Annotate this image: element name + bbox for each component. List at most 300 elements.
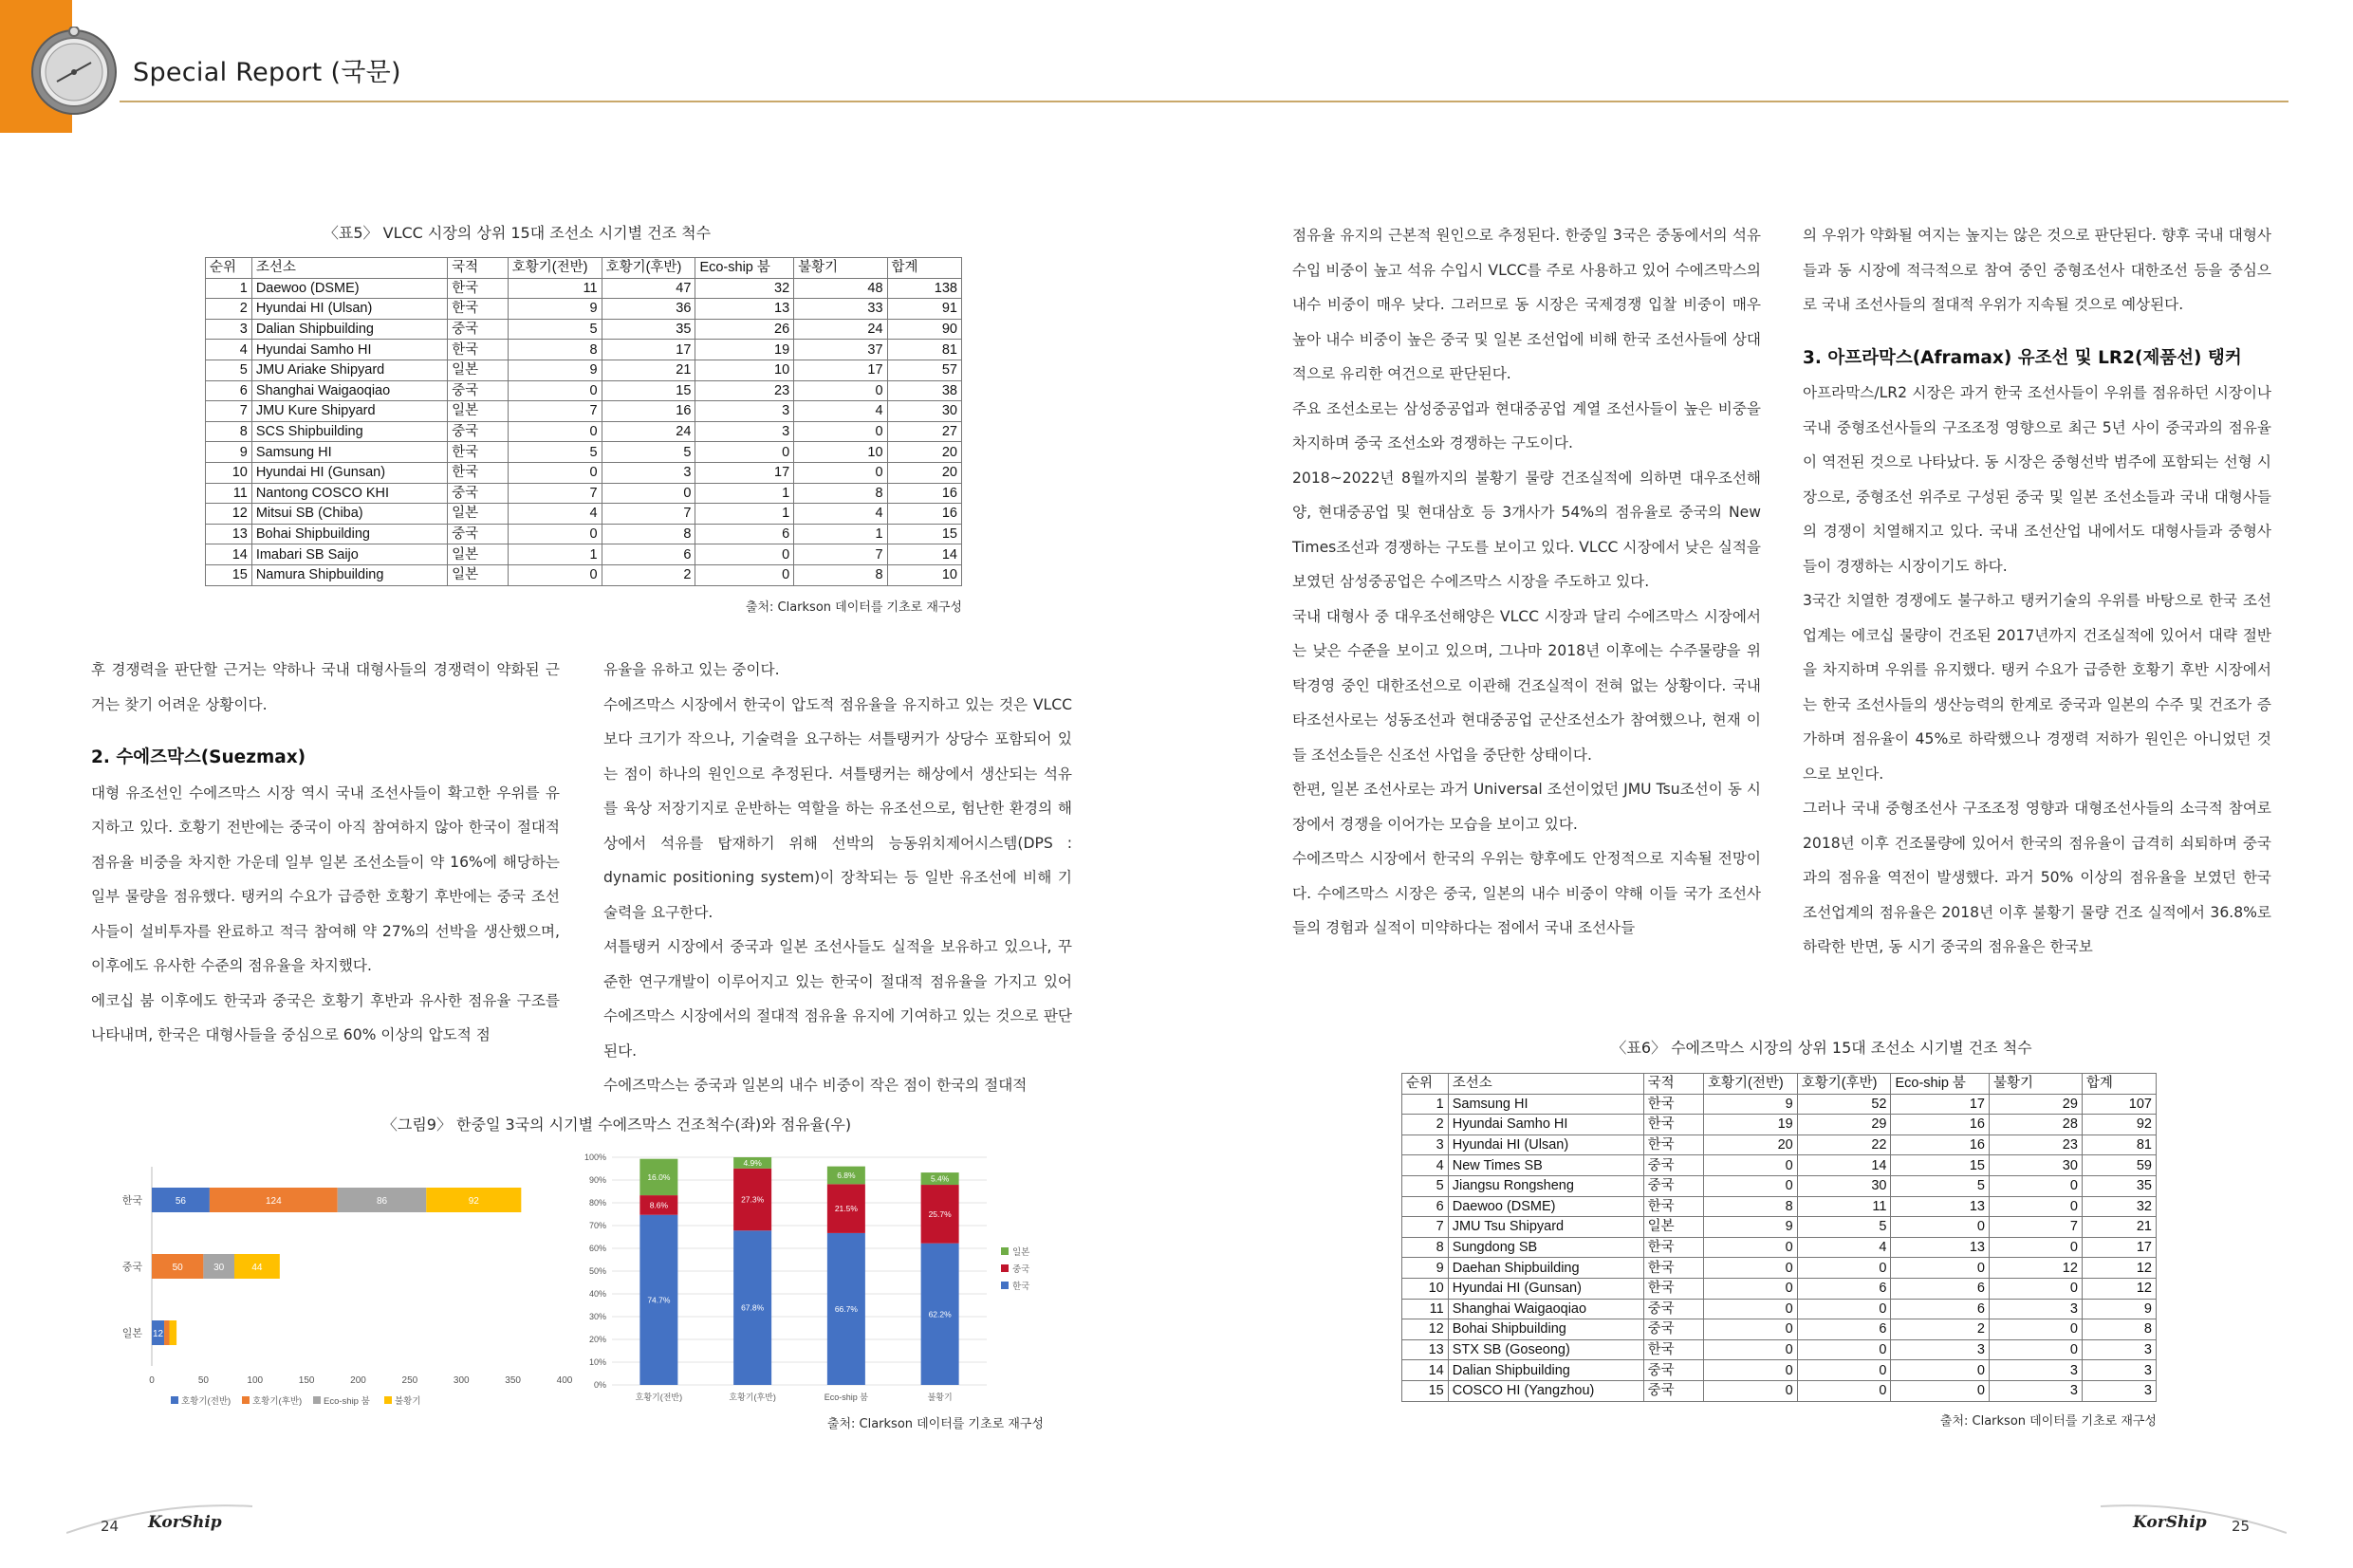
table-cell: 14 bbox=[1402, 1360, 1449, 1381]
table-cell: 10 bbox=[695, 360, 794, 380]
x-tick-label: 50 bbox=[197, 1375, 209, 1386]
table-header-cell: 불황기 bbox=[1990, 1074, 2083, 1095]
bar-segment bbox=[169, 1320, 176, 1345]
table-cell: 37 bbox=[794, 340, 887, 360]
bar-data-label: 5.4% bbox=[930, 1173, 950, 1184]
x-tick-label: 350 bbox=[505, 1375, 521, 1386]
table-cell: 29 bbox=[1990, 1094, 2083, 1115]
table-cell: 13 bbox=[1402, 1339, 1449, 1360]
table-cell: JMU Tsu Shipyard bbox=[1448, 1217, 1643, 1238]
table-header-cell: 국적 bbox=[1643, 1074, 1703, 1095]
bar-data-label: 74.7% bbox=[647, 1295, 671, 1305]
bar-data-label: 50 bbox=[172, 1263, 183, 1273]
table-cell: 9 bbox=[508, 360, 602, 380]
bar-data-label: 44 bbox=[251, 1263, 263, 1273]
table-cell: 12 bbox=[2082, 1278, 2156, 1299]
bar-data-label: 21.5% bbox=[834, 1204, 858, 1214]
table-cell: 7 bbox=[508, 483, 602, 504]
table-cell: 0 bbox=[1990, 1196, 2083, 1217]
table-cell: 3 bbox=[695, 401, 794, 422]
table-cell: 90 bbox=[887, 319, 961, 340]
table6 bbox=[1401, 1073, 2157, 1402]
table-cell: 9 bbox=[206, 442, 252, 463]
bar-data-label: 16.0% bbox=[647, 1171, 671, 1182]
section-heading-suezmax: 2. 수에즈막스(Suezmax) bbox=[91, 747, 306, 767]
legend-swatch bbox=[171, 1396, 178, 1404]
table-cell: 11 bbox=[1402, 1299, 1449, 1319]
table-row bbox=[206, 524, 962, 544]
table-cell: 23 bbox=[1990, 1134, 2083, 1155]
table-cell: 0 bbox=[1703, 1339, 1797, 1360]
table-cell: 20 bbox=[1703, 1134, 1797, 1155]
table-header-cell: 호황기(후반) bbox=[602, 258, 695, 279]
x-tick-label: 호황기(전반) bbox=[635, 1393, 683, 1402]
table-cell: 한국 bbox=[1643, 1115, 1703, 1135]
legend-label: 호황기(전반) bbox=[181, 1396, 232, 1407]
table-cell: 20 bbox=[887, 462, 961, 483]
table-cell: 4 bbox=[508, 504, 602, 525]
table-cell: 10 bbox=[1402, 1278, 1449, 1299]
table-cell: 0 bbox=[794, 421, 887, 442]
table-cell: 9 bbox=[1703, 1094, 1797, 1115]
table-header-cell: 조선소 bbox=[251, 258, 447, 279]
table-cell: 3 bbox=[602, 462, 695, 483]
table-row bbox=[1402, 1175, 2157, 1196]
table-cell: 7 bbox=[1402, 1217, 1449, 1238]
table-cell: 14 bbox=[206, 544, 252, 565]
table-cell: 1 bbox=[1402, 1094, 1449, 1115]
paragraph: 셔틀탱커 시장에서 중국과 일본 조선사들도 실적을 보유하고 있으나, 꾸준한 연구개발이 이루어지고 있는 한국이 절대적 점유율을 가지고 있어 수에즈막스 시장에서의 절대적 점유율 유지에 기여하고 있는 것으로 판단된다. bbox=[603, 938, 1072, 1060]
table-cell: 35 bbox=[602, 319, 695, 340]
table-cell: 6 bbox=[1891, 1278, 1990, 1299]
category-label: 일본 bbox=[121, 1328, 142, 1339]
header-rule bbox=[120, 101, 2288, 102]
table-header-cell: 합계 bbox=[887, 258, 961, 279]
paragraph: 대형 유조선인 수에즈막스 시장 역시 국내 조선사들이 확고한 우위를 유지하고 있다. 호황기 전반에는 중국이 아직 참여하지 않아 한국이 절대적 점유율 비중을 차지한 가운데 일부 일본 조선소들이 약 16%에 해당하는 일부 물량을 점유했다. 탱커의 수요가 급증한 호황기 후반에는 중국 조선사들이 설비투자를 완료하고 적극 참여해 약 27%의 선박을 생산했으며, 이후에도 유사한 수준의 점유율을 차지했다. bbox=[91, 784, 560, 974]
table-cell: Hyundai Samho HI bbox=[1448, 1115, 1643, 1135]
column-1 bbox=[91, 653, 560, 1053]
table-header-cell: 순위 bbox=[1402, 1074, 1449, 1095]
table-cell: 8 bbox=[2082, 1319, 2156, 1340]
table-cell: 2 bbox=[602, 564, 695, 585]
table-row bbox=[1402, 1319, 2157, 1340]
table-cell: Hyundai HI (Gunsan) bbox=[1448, 1278, 1643, 1299]
table-cell: 36 bbox=[602, 299, 695, 320]
paragraph: 유율을 유하고 있는 중이다. bbox=[603, 661, 780, 678]
table-cell: 3 bbox=[695, 421, 794, 442]
table-cell: 10 bbox=[794, 442, 887, 463]
table-cell: 일본 bbox=[448, 504, 509, 525]
table-cell: 0 bbox=[1797, 1380, 1891, 1401]
table-cell: 0 bbox=[1891, 1380, 1990, 1401]
legend-label: 호황기(후반) bbox=[252, 1396, 303, 1407]
table-cell: 10 bbox=[887, 564, 961, 585]
table-cell: 한국 bbox=[1643, 1094, 1703, 1115]
paragraph: 후 경쟁력을 판단할 근거는 약하나 국내 대형사들의 경쟁력이 약화된 근거는 찾기 어려운 상황이다. bbox=[91, 661, 560, 713]
page-number-left: 24 bbox=[101, 1518, 120, 1535]
table-cell: 1 bbox=[206, 278, 252, 299]
table-row bbox=[206, 504, 962, 525]
table-cell: 0 bbox=[1703, 1258, 1797, 1279]
table-cell: 3 bbox=[1990, 1380, 2083, 1401]
table-cell: 8 bbox=[794, 483, 887, 504]
table-cell: 0 bbox=[508, 524, 602, 544]
table-cell: 15 bbox=[1402, 1380, 1449, 1401]
table-cell: 5 bbox=[1797, 1217, 1891, 1238]
legend-label: 불황기 bbox=[395, 1396, 421, 1407]
bar-data-label: 56 bbox=[175, 1196, 187, 1207]
x-tick-label: 200 bbox=[350, 1375, 366, 1386]
y-tick-label: 70% bbox=[588, 1221, 606, 1230]
y-tick-label: 60% bbox=[588, 1244, 606, 1253]
table-cell: 16 bbox=[887, 483, 961, 504]
table-cell: 17 bbox=[695, 462, 794, 483]
table-cell: 92 bbox=[2082, 1115, 2156, 1135]
table-cell: Daewoo (DSME) bbox=[251, 278, 447, 299]
table-row bbox=[206, 401, 962, 422]
table-cell: 6 bbox=[695, 524, 794, 544]
legend-swatch bbox=[242, 1396, 250, 1404]
paragraph: 국내 대형사 중 대우조선해양은 VLCC 시장과 달리 수에즈막스 시장에서는 낮은 수준을 보이고 있으며, 그나마 2018년 이후에는 수주물량을 위탁경영 중인 대한조선으로 이관해 건조실적이 전혀 없는 상황이다. 국내 타조선사로는 성동조선과 현대중공업 군산조선소가 참여했으나, 현재 이들 조선소들은 신조선 사업을 중단한 상태이다. bbox=[1292, 607, 1761, 764]
paragraph: 의 우위가 약화될 여지는 높지는 않은 것으로 판단된다. 향후 국내 대형사들과 동 시장에 적극적으로 참여 중인 중형조선사 대한조선 등을 중심으로 국내 조선사들의 절대적 우위가 지속될 것으로 예상된다. bbox=[1803, 227, 2271, 313]
table-cell: Hyundai Samho HI bbox=[251, 340, 447, 360]
section-heading-aframax: 3. 아프라막스(Aframax) 유조선 및 LR2(제품선) 탱커 bbox=[1803, 347, 2242, 368]
table-cell: Samsung HI bbox=[251, 442, 447, 463]
paragraph: 주요 조선소로는 삼성중공업과 현대중공업 계열 조선사들이 높은 비중을 차지하며 중국 조선소와 경쟁하는 구도이다. bbox=[1292, 399, 1761, 452]
table-row bbox=[206, 544, 962, 565]
table-cell: 91 bbox=[887, 299, 961, 320]
table-cell: 중국 bbox=[1643, 1319, 1703, 1340]
table-row bbox=[1402, 1360, 2157, 1381]
table-cell: 14 bbox=[1797, 1155, 1891, 1176]
table-cell: 3 bbox=[2082, 1360, 2156, 1381]
table-row bbox=[206, 483, 962, 504]
table-cell: 한국 bbox=[1643, 1278, 1703, 1299]
y-tick-label: 40% bbox=[588, 1289, 606, 1299]
x-tick-label: 100 bbox=[247, 1375, 264, 1386]
table-header-cell: 순위 bbox=[206, 258, 252, 279]
y-tick-label: 80% bbox=[588, 1198, 606, 1208]
table-header-cell: Eco-ship 붐 bbox=[695, 258, 794, 279]
paragraph: 수에즈막스 시장에서 한국이 압도적 점유율을 유지하고 있는 것은 VLCC보다 크기가 작으나, 기술력을 요구하는 셔틀탱커가 상당수 포함되어 있는 점이 하나의 원인으로 추정된다. 셔틀탱커는 해상에서 생산되는 석유를 육상 저장기지로 운반하는 역할을 하는 유조선으로, 험난한 환경의 해상에서 석유를 탑재하기 위해 선박의 능동위치제어시스템(DPS : dynamic positioning system)이 장착되는 등 일반 유조선에 비해 기술력을 요구한다. bbox=[603, 695, 1072, 921]
bar-data-label: 62.2% bbox=[928, 1309, 952, 1319]
table-cell: 16 bbox=[1891, 1115, 1990, 1135]
table-row bbox=[1402, 1094, 2157, 1115]
bar-data-label: 4.9% bbox=[743, 1157, 762, 1168]
x-tick-label: 400 bbox=[556, 1375, 573, 1386]
legend-swatch bbox=[384, 1396, 392, 1404]
table-cell: 13 bbox=[206, 524, 252, 544]
category-label: 중국 bbox=[121, 1262, 142, 1273]
table-cell: 4 bbox=[794, 504, 887, 525]
table-cell: 0 bbox=[1703, 1175, 1797, 1196]
table-cell: 11 bbox=[1797, 1196, 1891, 1217]
table-cell: 0 bbox=[1797, 1299, 1891, 1319]
x-tick-label: 0 bbox=[149, 1375, 155, 1386]
table-cell: 5 bbox=[602, 442, 695, 463]
paragraph: 수에즈막스 시장에서 한국의 우위는 향후에도 안정적으로 지속될 전망이다. 수에즈막스 시장은 중국, 일본의 내수 비중이 약해 이들 국가 조선사들의 경험과 실적이 미약하다는 점에서 국내 조선사들 bbox=[1292, 850, 1761, 936]
table-cell: Hyundai HI (Ulsan) bbox=[1448, 1134, 1643, 1155]
paragraph: 수에즈막스는 중국과 일본의 내수 비중이 작은 점이 한국의 절대적 bbox=[603, 1077, 1028, 1094]
category-label: 한국 bbox=[121, 1195, 142, 1207]
paragraph: 2018~2022년 8월까지의 불황기 물량 건조실적에 의하면 대우조선해양, 현대중공업 및 현대삼호 등 3개사가 54%의 점유율로 중국의 New Times조선과 경쟁하는 구도를 보이고 있다. VLCC 시장에서 낮은 실적을 보였던 삼성중공업은 수에즈막스 시장을 주도하고 있다. bbox=[1292, 469, 1761, 590]
y-tick-label: 30% bbox=[588, 1312, 606, 1321]
table-cell: 중국 bbox=[1643, 1155, 1703, 1176]
table-cell: 28 bbox=[1990, 1115, 2083, 1135]
paragraph: 그러나 국내 중형조선사 구조조정 영향과 대형조선사들의 소극적 참여로 2018년 이후 건조물량에 있어서 한국의 점유율이 급격히 쇠퇴하며 중국과의 점유율 역전이 발생했다. 과거 50% 이상의 점유율을 보였던 한국 조선업계의 점유율은 2018년 이후 불황기 물량 건조 실적에서 36.8%로 하락한 반면, 동 시기 중국의 점유율은 한국보 bbox=[1803, 800, 2271, 955]
table-row bbox=[1402, 1115, 2157, 1135]
korship-logo-left: KorShip bbox=[148, 1513, 222, 1532]
table-cell: 35 bbox=[2082, 1175, 2156, 1196]
table-cell: COSCO HI (Yangzhou) bbox=[1448, 1380, 1643, 1401]
paragraph: 한편, 일본 조선사로는 과거 Universal 조선이었던 JMU Tsu조선이 동 시장에서 경쟁을 이어가는 모습을 보이고 있다. bbox=[1292, 781, 1761, 833]
table-cell: 47 bbox=[602, 278, 695, 299]
table-cell: 30 bbox=[1797, 1175, 1891, 1196]
table-cell: 22 bbox=[1797, 1134, 1891, 1155]
table-cell: 38 bbox=[887, 380, 961, 401]
table-cell: 8 bbox=[1402, 1237, 1449, 1258]
table-cell: 17 bbox=[2082, 1237, 2156, 1258]
table-row bbox=[206, 462, 962, 483]
table-cell: 5 bbox=[206, 360, 252, 380]
table-header-cell: 국적 bbox=[448, 258, 509, 279]
table-cell: 3 bbox=[2082, 1339, 2156, 1360]
table-cell: 4 bbox=[1797, 1237, 1891, 1258]
table-cell: 13 bbox=[1891, 1237, 1990, 1258]
table-cell: 15 bbox=[206, 564, 252, 585]
table-cell: 일본 bbox=[448, 360, 509, 380]
table-header-cell: 호황기(전반) bbox=[508, 258, 602, 279]
table-row bbox=[1402, 1237, 2157, 1258]
table-cell: 12 bbox=[1402, 1319, 1449, 1340]
table-cell: Dalian Shipbuilding bbox=[1448, 1360, 1643, 1381]
legend-swatch bbox=[1001, 1264, 1009, 1272]
table-row bbox=[206, 278, 962, 299]
legend-label: Eco-ship 붐 bbox=[324, 1396, 370, 1407]
column-3 bbox=[1292, 218, 1761, 946]
table-cell: 21 bbox=[2082, 1217, 2156, 1238]
korship-logo-right: KorShip bbox=[2133, 1513, 2207, 1532]
table5-source: 출처: Clarkson 데이터를 기초로 재구성 bbox=[745, 600, 962, 615]
table6-caption: 〈표6〉 수에즈막스 시장의 상위 15대 조선소 시기별 건조 척수 bbox=[1611, 1039, 2032, 1057]
table-cell: 16 bbox=[887, 504, 961, 525]
table-cell: 한국 bbox=[1643, 1196, 1703, 1217]
table-cell: 0 bbox=[1703, 1380, 1797, 1401]
table-cell: 57 bbox=[887, 360, 961, 380]
table-cell: 12 bbox=[206, 504, 252, 525]
table5-caption: 〈표5〉 VLCC 시장의 상위 15대 조선소 시기별 건조 척수 bbox=[323, 224, 712, 242]
table-cell: 0 bbox=[1990, 1237, 2083, 1258]
suezmax-count-chart bbox=[95, 1148, 588, 1423]
table-header-cell: 조선소 bbox=[1448, 1074, 1643, 1095]
bar-data-label: 92 bbox=[468, 1196, 479, 1207]
table-row bbox=[1402, 1196, 2157, 1217]
table-cell: Daewoo (DSME) bbox=[1448, 1196, 1643, 1217]
table-cell: Bohai Shipbuilding bbox=[251, 524, 447, 544]
table-header-cell: 합계 bbox=[2082, 1074, 2156, 1095]
table-cell: 0 bbox=[508, 380, 602, 401]
table-cell: 7 bbox=[1990, 1217, 2083, 1238]
table-cell: 5 bbox=[508, 442, 602, 463]
table-cell: 32 bbox=[695, 278, 794, 299]
table-cell: Sungdong SB bbox=[1448, 1237, 1643, 1258]
table-cell: 15 bbox=[1891, 1155, 1990, 1176]
bar-data-label: 67.8% bbox=[741, 1302, 765, 1313]
legend-label: 한국 bbox=[1012, 1282, 1030, 1292]
bar-data-label: 8.6% bbox=[649, 1200, 669, 1210]
table-cell: 0 bbox=[695, 544, 794, 565]
table-cell: 13 bbox=[1891, 1196, 1990, 1217]
table-cell: 일본 bbox=[448, 401, 509, 422]
paragraph: 에코십 붐 이후에도 한국과 중국은 호황기 후반과 유사한 점유율 구조를 나타내며, 한국은 대형사들을 중심으로 60% 이상의 압도적 점 bbox=[91, 991, 560, 1043]
table-cell: 17 bbox=[794, 360, 887, 380]
table-row bbox=[206, 442, 962, 463]
table-cell: 한국 bbox=[1643, 1339, 1703, 1360]
table-cell: 8 bbox=[794, 564, 887, 585]
x-tick-label: Eco-ship 붐 bbox=[824, 1393, 868, 1402]
legend-label: 일본 bbox=[1012, 1247, 1030, 1258]
table-cell: 0 bbox=[1703, 1278, 1797, 1299]
table-header-cell: 불황기 bbox=[794, 258, 887, 279]
table-cell: 3 bbox=[1891, 1339, 1990, 1360]
x-tick-label: 불황기 bbox=[927, 1393, 953, 1402]
table-cell: JMU Ariake Shipyard bbox=[251, 360, 447, 380]
table-cell: STX SB (Goseong) bbox=[1448, 1339, 1643, 1360]
table-cell: 0 bbox=[794, 380, 887, 401]
figure9-source: 출처: Clarkson 데이터를 기초로 재구성 bbox=[826, 1417, 1044, 1431]
column-4 bbox=[1803, 218, 2271, 965]
suezmax-share-chart bbox=[569, 1148, 1063, 1423]
table-cell: 26 bbox=[695, 319, 794, 340]
table-cell: 중국 bbox=[448, 380, 509, 401]
column-2 bbox=[603, 653, 1072, 1103]
table-cell: 한국 bbox=[1643, 1237, 1703, 1258]
bar-data-label: 124 bbox=[265, 1196, 282, 1207]
table-cell: 0 bbox=[602, 483, 695, 504]
bar-data-label: 6.8% bbox=[837, 1170, 856, 1180]
table-cell: 24 bbox=[794, 319, 887, 340]
table-cell: Dalian Shipbuilding bbox=[251, 319, 447, 340]
table-cell: 중국 bbox=[1643, 1299, 1703, 1319]
table-cell: 9 bbox=[2082, 1299, 2156, 1319]
table-cell: 한국 bbox=[1643, 1258, 1703, 1279]
table-cell: New Times SB bbox=[1448, 1155, 1643, 1176]
table-cell: 1 bbox=[508, 544, 602, 565]
table-cell: 0 bbox=[1990, 1278, 2083, 1299]
table-cell: 7 bbox=[508, 401, 602, 422]
table-cell: 20 bbox=[887, 442, 961, 463]
table-cell: 21 bbox=[602, 360, 695, 380]
y-tick-label: 50% bbox=[588, 1266, 606, 1276]
paragraph: 점유율 유지의 근본적 원인으로 추정된다. 한중일 3국은 중동에서의 석유수입 비중이 높고 석유 수입시 VLCC를 주로 사용하고 있어 수에즈막스의 내수 비중이 매우 낮다. 그러므로 동 시장은 국제경쟁 입찰 비중이 매우 높아 내수 비중이 높은 중국 및 일본 조선업에 비해 한국 조선사들에 상대적으로 유리한 여건으로 판단된다. bbox=[1292, 227, 1761, 382]
table-cell: 29 bbox=[1797, 1115, 1891, 1135]
table-cell: 중국 bbox=[1643, 1175, 1703, 1196]
paragraph: 아프라막스/LR2 시장은 과거 한국 조선사들이 우위를 점유하던 시장이나 국내 중형조선사들의 구조조정 영향으로 최근 5년 사이 중국과의 점유율이 역전된 것으로 나타났다. 동 시장은 중형선박 범주에 포함되는 선형 시장으로, 중형조선 위주로 구성된 중국 및 일본 조선소들과 국내 대형사들의 경쟁이 치열해지고 있다. 국내 조선산업 내에서도 대형사들과 중형사들이 경쟁하는 시장이기도 하다. bbox=[1803, 384, 2271, 575]
table-row bbox=[1402, 1134, 2157, 1155]
table-cell: Bohai Shipbuilding bbox=[1448, 1319, 1643, 1340]
table-cell: 17 bbox=[1891, 1094, 1990, 1115]
bar-data-label: 66.7% bbox=[834, 1303, 858, 1314]
table-row bbox=[206, 564, 962, 585]
bar-data-label: 86 bbox=[376, 1196, 388, 1207]
x-tick-label: 150 bbox=[298, 1375, 315, 1386]
bar-segment bbox=[164, 1320, 169, 1345]
table-cell: 한국 bbox=[448, 442, 509, 463]
table-row bbox=[1402, 1155, 2157, 1176]
figure9-caption: 〈그림9〉 한중일 3국의 시기별 수에즈막스 건조척수(좌)와 점유율(우) bbox=[381, 1116, 852, 1134]
legend-swatch bbox=[1001, 1247, 1009, 1255]
table-cell: 24 bbox=[602, 421, 695, 442]
table-cell: 27 bbox=[887, 421, 961, 442]
table-cell: 4 bbox=[794, 401, 887, 422]
table-cell: 한국 bbox=[448, 340, 509, 360]
table-cell: 중국 bbox=[448, 421, 509, 442]
table-cell: 16 bbox=[1891, 1134, 1990, 1155]
page-number-right: 25 bbox=[2232, 1518, 2251, 1535]
table-row bbox=[1402, 1217, 2157, 1238]
table-cell: 11 bbox=[508, 278, 602, 299]
bar-data-label: 12 bbox=[152, 1329, 164, 1339]
table-cell: 한국 bbox=[448, 299, 509, 320]
table-row bbox=[1402, 1380, 2157, 1401]
y-tick-label: 10% bbox=[588, 1357, 606, 1367]
table-row bbox=[1402, 1258, 2157, 1279]
table-cell: 9 bbox=[1402, 1258, 1449, 1279]
table-cell: Imabari SB Saijo bbox=[251, 544, 447, 565]
table-cell: 6 bbox=[602, 544, 695, 565]
table-cell: 52 bbox=[1797, 1094, 1891, 1115]
table-cell: 0 bbox=[695, 442, 794, 463]
table-row bbox=[1402, 1278, 2157, 1299]
header-title: Special Report (국문) bbox=[133, 58, 401, 87]
table-cell: 7 bbox=[206, 401, 252, 422]
table-cell: 한국 bbox=[448, 462, 509, 483]
table6-source: 출처: Clarkson 데이터를 기초로 재구성 bbox=[1939, 1414, 2157, 1429]
table-cell: 15 bbox=[602, 380, 695, 401]
table-cell: 3 bbox=[1990, 1360, 2083, 1381]
table-cell: 2 bbox=[1402, 1115, 1449, 1135]
table-cell: Shanghai Waigaoqiao bbox=[1448, 1299, 1643, 1319]
table-cell: 32 bbox=[2082, 1196, 2156, 1217]
table-cell: 7 bbox=[602, 504, 695, 525]
table-cell: Hyundai HI (Gunsan) bbox=[251, 462, 447, 483]
table-cell: 6 bbox=[1797, 1278, 1891, 1299]
table-cell: 중국 bbox=[448, 524, 509, 544]
table-cell: Hyundai HI (Ulsan) bbox=[251, 299, 447, 320]
legend-swatch bbox=[1001, 1282, 1009, 1289]
table-cell: JMU Kure Shipyard bbox=[251, 401, 447, 422]
bar-data-label: 30 bbox=[213, 1263, 225, 1273]
table-cell: 0 bbox=[1703, 1155, 1797, 1176]
table5 bbox=[205, 257, 962, 586]
table-cell: 13 bbox=[695, 299, 794, 320]
table-cell: 1 bbox=[794, 524, 887, 544]
table-row bbox=[1402, 1299, 2157, 1319]
table-cell: 0 bbox=[1703, 1299, 1797, 1319]
y-tick-label: 90% bbox=[588, 1175, 606, 1185]
table-cell: 0 bbox=[1797, 1339, 1891, 1360]
compass-icon bbox=[28, 27, 120, 118]
table-cell: 23 bbox=[695, 380, 794, 401]
bar-data-label: 27.3% bbox=[741, 1194, 765, 1205]
table-cell: 6 bbox=[1797, 1319, 1891, 1340]
table-cell: 0 bbox=[1990, 1339, 2083, 1360]
table-cell: 0 bbox=[1990, 1319, 2083, 1340]
table-cell: 3 bbox=[1990, 1299, 2083, 1319]
table-cell: 3 bbox=[1402, 1134, 1449, 1155]
table-cell: Namura Shipbuilding bbox=[251, 564, 447, 585]
table-cell: 8 bbox=[602, 524, 695, 544]
